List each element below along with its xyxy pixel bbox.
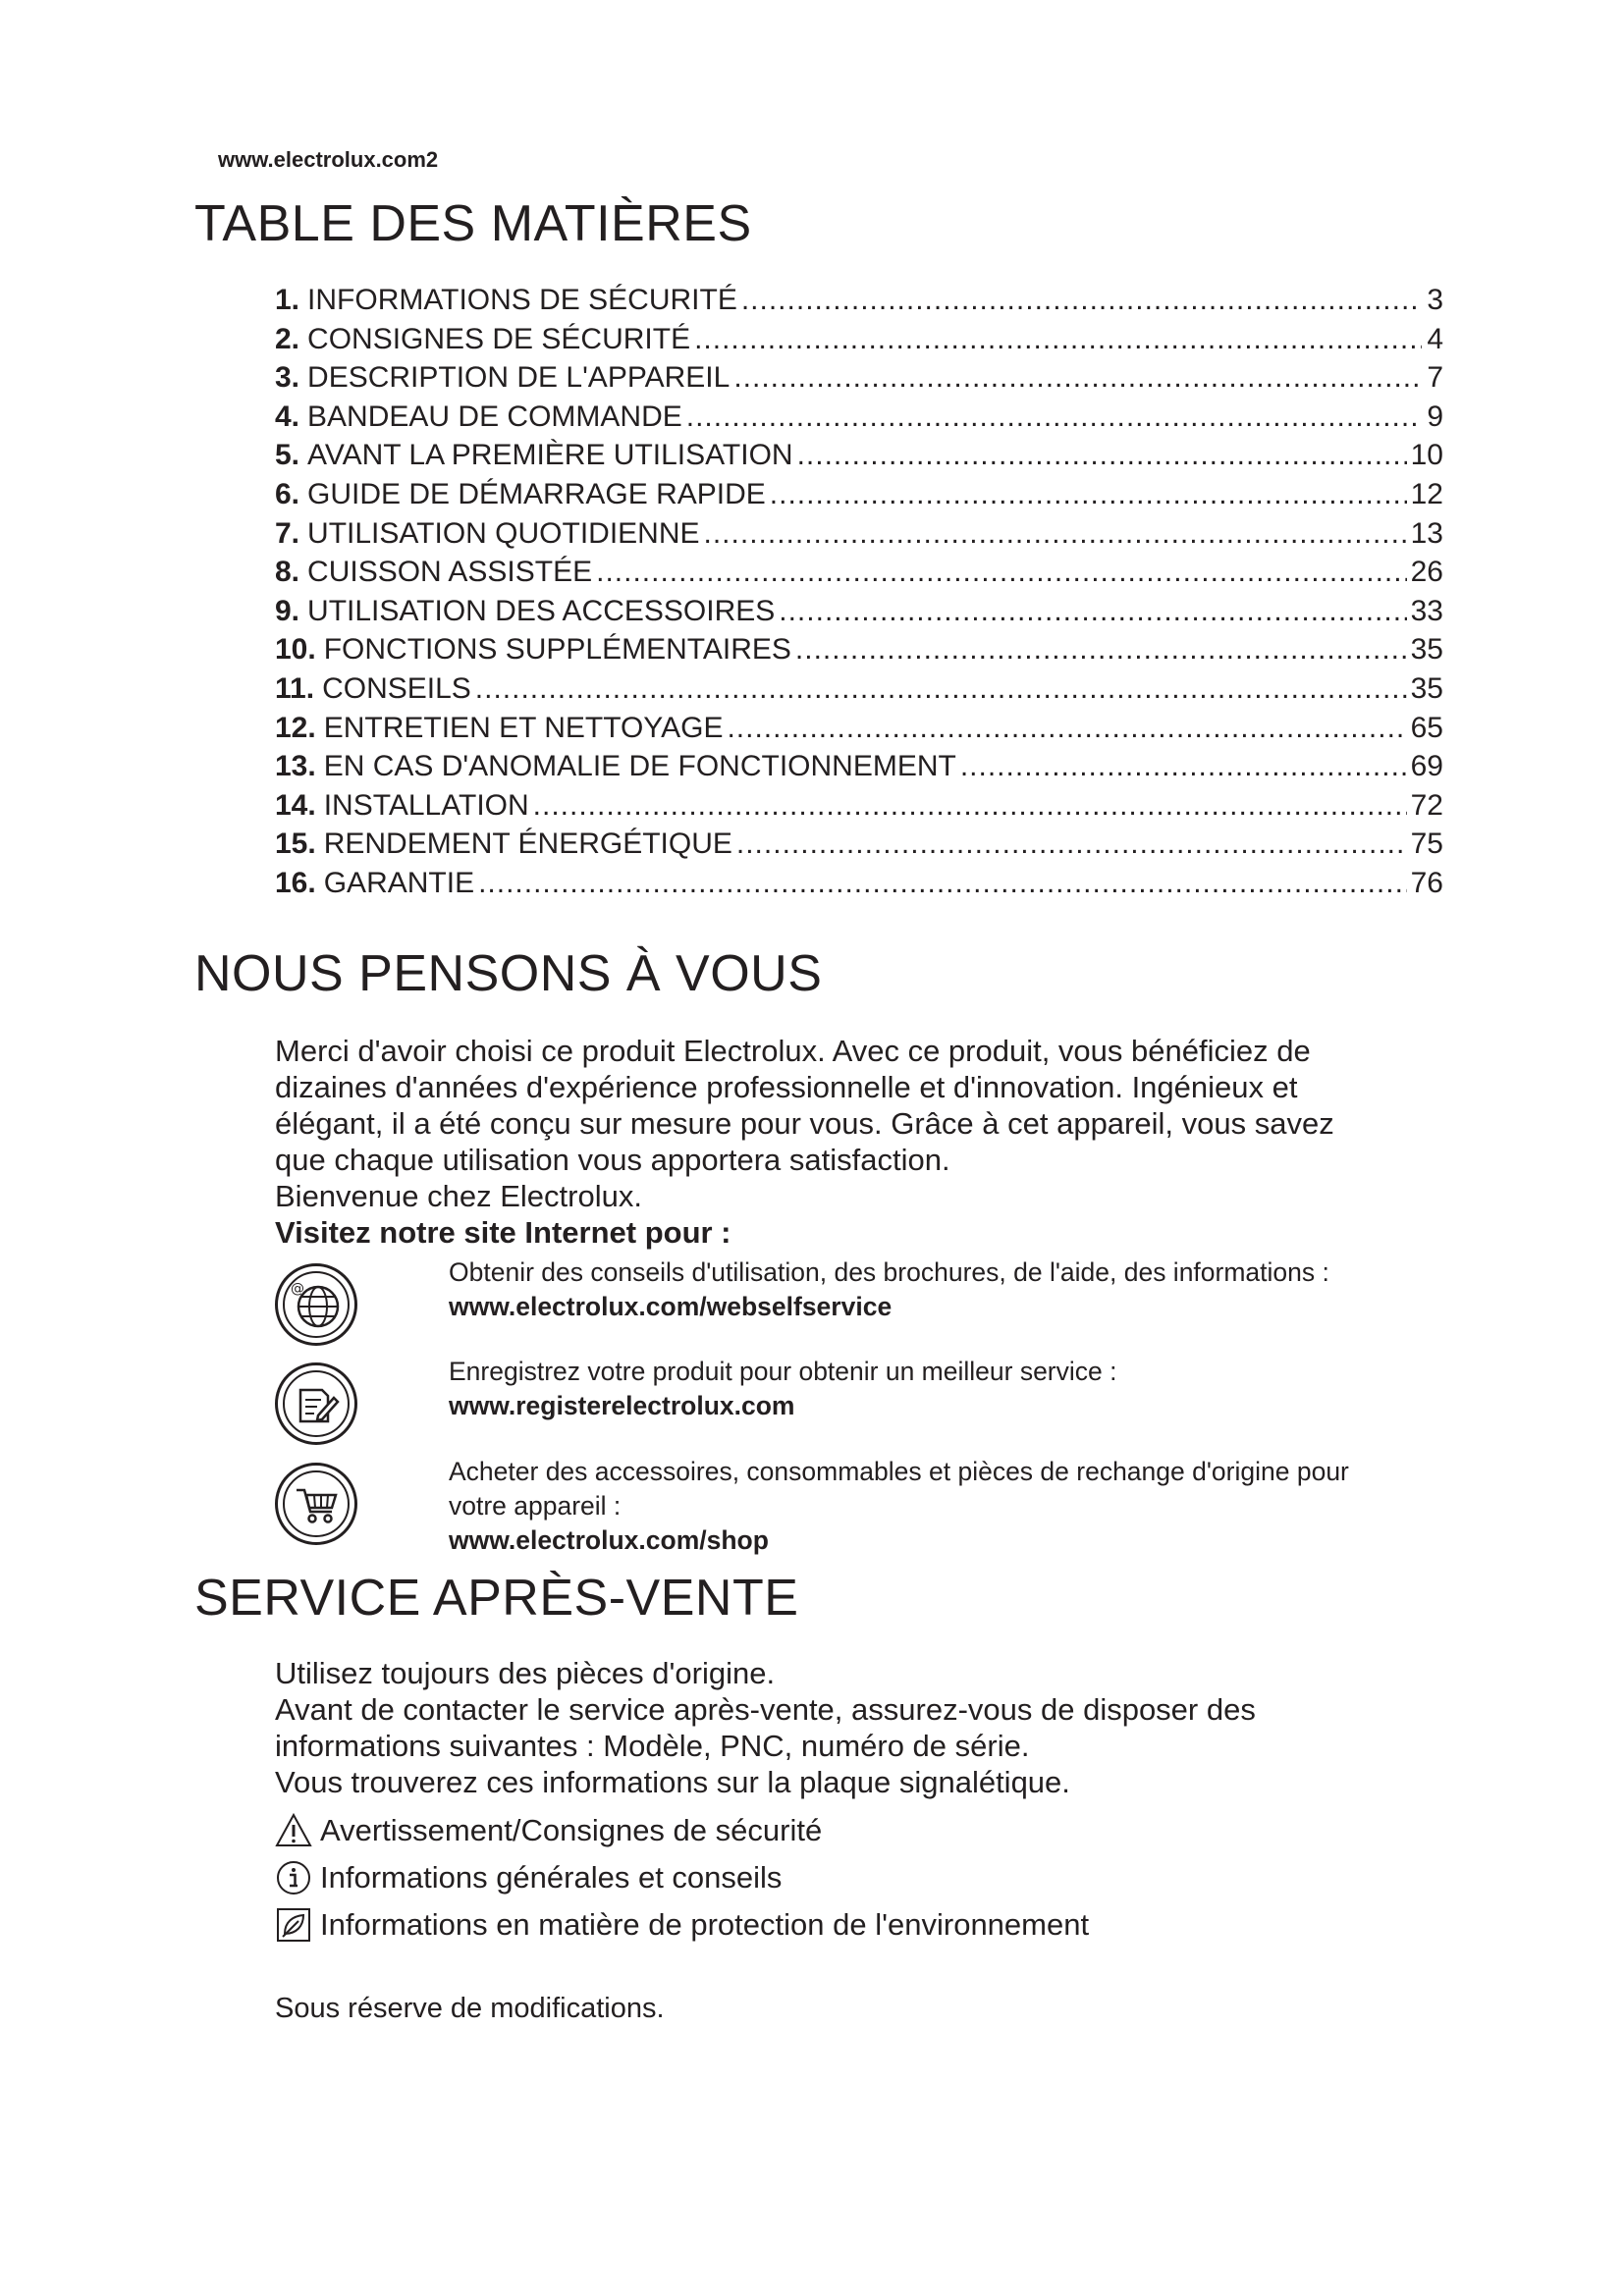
toc-item-label: GUIDE DE DÉMARRAGE RAPIDE (307, 477, 766, 510)
toc-item[interactable] (275, 789, 1443, 828)
web-item-link[interactable]: www.electrolux.com/shop (449, 1525, 769, 1555)
toc-item-number: 14. (275, 788, 316, 822)
toc-item[interactable] (275, 828, 1443, 867)
visit-website-label: Visitez notre site Internet pour : (275, 1215, 731, 1250)
shopping-cart-icon-glyph (291, 1478, 342, 1529)
toc-item-number: 7. (275, 516, 300, 550)
toc-item-number: 5. (275, 439, 300, 472)
toc-item-label: BANDEAU DE COMMANDE (307, 400, 682, 433)
toc-item-number: 3. (275, 361, 300, 395)
paragraph-line: Vous trouverez ces informations sur la plaque signalétique. (275, 1765, 1070, 1799)
toc-leader-dots (727, 712, 1406, 745)
service-paragraph (275, 1655, 1483, 1800)
toc-item[interactable] (275, 556, 1443, 595)
toc-item-label: AVANT LA PREMIÈRE UTILISATION (307, 439, 793, 472)
section-title-thinking-of-you: NOUS PENSONS À VOUS (194, 945, 823, 1002)
toc-item-page: 10 (1410, 439, 1443, 472)
toc-item-number: 4. (275, 400, 300, 433)
toc-item[interactable] (275, 478, 1443, 517)
info-icon (275, 1859, 312, 1896)
toc-item-label: INFORMATIONS DE SÉCURITÉ (307, 284, 737, 316)
toc-item-label: FONCTIONS SUPPLÉMENTAIRES (323, 633, 791, 667)
toc-item-number: 10. (275, 633, 316, 667)
toc-item[interactable] (275, 284, 1443, 323)
toc-item-label: CUISSON ASSISTÉE (307, 556, 593, 589)
paragraph-line: Avant de contacter le service après-vente, assurez-vous de disposer des (275, 1692, 1256, 1727)
toc-item-number: 15. (275, 828, 316, 861)
toc-item-number: 11. (275, 671, 315, 705)
toc-leader-dots (797, 439, 1407, 472)
paragraph-line: Utilisez toujours des pièces d'origine. (275, 1656, 776, 1690)
toc-item-page: 65 (1410, 711, 1443, 744)
toc-item-page: 3 (1427, 284, 1443, 316)
toc-item-page: 35 (1410, 633, 1443, 667)
toc-item[interactable] (275, 595, 1443, 634)
toc-item-label: ENTRETIEN ET NETTOYAGE (323, 711, 724, 744)
toc-item-number: 8. (275, 556, 300, 589)
toc-item-number: 2. (275, 322, 300, 355)
warning-icon (275, 1812, 312, 1849)
toc-item-page: 76 (1410, 866, 1443, 899)
toc-leader-dots (478, 867, 1407, 900)
web-item-description: votre appareil : (449, 1491, 622, 1521)
paragraph-line: dizaines d'années d'expérience professionnelle et d'innovation. Ingénieux et (275, 1070, 1298, 1104)
environment-icon (275, 1906, 312, 1944)
section-title-service: SERVICE APRÈS-VENTE (194, 1570, 799, 1627)
toc-leader-dots (533, 789, 1407, 823)
legend-label: Informations en matière de protection de l'environnement (320, 1907, 1090, 1942)
toc-item-number: 9. (275, 594, 300, 627)
toc-item[interactable] (275, 672, 1443, 712)
toc-leader-dots (795, 633, 1407, 667)
register-icon-glyph (291, 1378, 342, 1429)
toc-item-label: UTILISATION DES ACCESSOIRES (307, 594, 776, 627)
toc-item[interactable] (275, 400, 1443, 440)
toc-leader-dots (686, 400, 1422, 434)
toc-item[interactable] (275, 361, 1443, 400)
web-item-description: Acheter des accessoires, consommables et pièces de rechange d'origine pour (449, 1457, 1349, 1486)
globe-icon-glyph (291, 1279, 342, 1330)
toc-item-label: GARANTIE (323, 866, 475, 899)
toc-item-number: 1. (275, 284, 300, 316)
toc-item-page: 12 (1410, 477, 1443, 510)
toc-item-page: 69 (1410, 750, 1443, 783)
page-url-header: www.electrolux.com2 (218, 147, 439, 172)
toc-leader-dots (475, 672, 1407, 706)
toc-item-label: CONSEILS (322, 671, 471, 705)
svg-text:@: @ (291, 1281, 304, 1297)
web-resource-item (275, 1355, 1492, 1453)
toc-leader-dots (596, 556, 1407, 589)
table-of-contents (275, 284, 1443, 906)
toc-item[interactable] (275, 439, 1443, 478)
toc-item[interactable] (275, 633, 1443, 672)
toc-item-number: 12. (275, 711, 316, 744)
toc-leader-dots (960, 750, 1407, 783)
legend-item-environment (275, 1906, 1089, 1944)
toc-leader-dots (733, 361, 1422, 395)
toc-item[interactable] (275, 517, 1443, 557)
web-item-link[interactable]: www.registerelectrolux.com (449, 1391, 795, 1420)
toc-item-page: 72 (1410, 788, 1443, 822)
toc-item-number: 16. (275, 866, 316, 899)
toc-item-page: 26 (1410, 556, 1443, 589)
toc-item[interactable] (275, 750, 1443, 789)
toc-item-number: 6. (275, 477, 300, 510)
toc-leader-dots (736, 828, 1407, 861)
toc-item-label: CONSIGNES DE SÉCURITÉ (307, 322, 691, 355)
paragraph-line: Merci d'avoir choisi ce produit Electrolux. Avec ce produit, vous bénéficiez de (275, 1034, 1311, 1068)
legend-label: Avertissement/Consignes de sécurité (320, 1813, 823, 1847)
toc-item-label: EN CAS D'ANOMALIE DE FONCTIONNEMENT (323, 750, 956, 783)
web-resource-item (275, 1255, 1492, 1354)
toc-leader-dots (704, 517, 1407, 551)
toc-item-page: 4 (1427, 322, 1443, 355)
toc-item-label: UTILISATION QUOTIDIENNE (307, 516, 700, 550)
toc-leader-dots (694, 323, 1422, 356)
toc-leader-dots (770, 478, 1407, 511)
toc-item-page: 35 (1410, 671, 1443, 705)
toc-item-number: 13. (275, 750, 316, 783)
legend-item-info (275, 1859, 782, 1896)
web-item-description: Obtenir des conseils d'utilisation, des brochures, de l'aide, des informations : (449, 1257, 1329, 1287)
toc-item-page: 9 (1427, 400, 1443, 433)
paragraph-line: informations suivantes : Modèle, PNC, numéro de série. (275, 1729, 1030, 1763)
legend-label: Informations générales et conseils (320, 1860, 783, 1895)
toc-item-label: RENDEMENT ÉNERGÉTIQUE (323, 828, 732, 861)
toc-item[interactable] (275, 323, 1443, 362)
toc-leader-dots (741, 284, 1422, 317)
footer-note: Sous réserve de modifications. (275, 1993, 665, 2024)
toc-item-page: 13 (1410, 516, 1443, 550)
toc-item-label: INSTALLATION (323, 788, 529, 822)
legend-item-warning (275, 1812, 822, 1849)
toc-title: TABLE DES MATIÈRES (194, 195, 752, 252)
toc-item[interactable] (275, 867, 1443, 906)
paragraph-line: Bienvenue chez Electrolux. (275, 1179, 642, 1213)
toc-item-page: 33 (1410, 594, 1443, 627)
toc-item-page: 7 (1427, 361, 1443, 395)
paragraph-line: élégant, il a été conçu sur mesure pour vous. Grâce à cet appareil, vous savez (275, 1106, 1334, 1141)
toc-item-label: DESCRIPTION DE L'APPAREIL (307, 361, 731, 395)
toc-item-page: 75 (1410, 828, 1443, 861)
toc-item[interactable] (275, 712, 1443, 751)
web-item-description: Enregistrez votre produit pour obtenir un meilleur service : (449, 1357, 1117, 1386)
toc-leader-dots (779, 595, 1406, 628)
welcome-paragraph (275, 1033, 1483, 1251)
paragraph-line: que chaque utilisation vous apportera satisfaction. (275, 1143, 950, 1177)
web-item-link[interactable]: www.electrolux.com/webselfservice (449, 1292, 893, 1321)
web-resource-item (275, 1455, 1492, 1553)
